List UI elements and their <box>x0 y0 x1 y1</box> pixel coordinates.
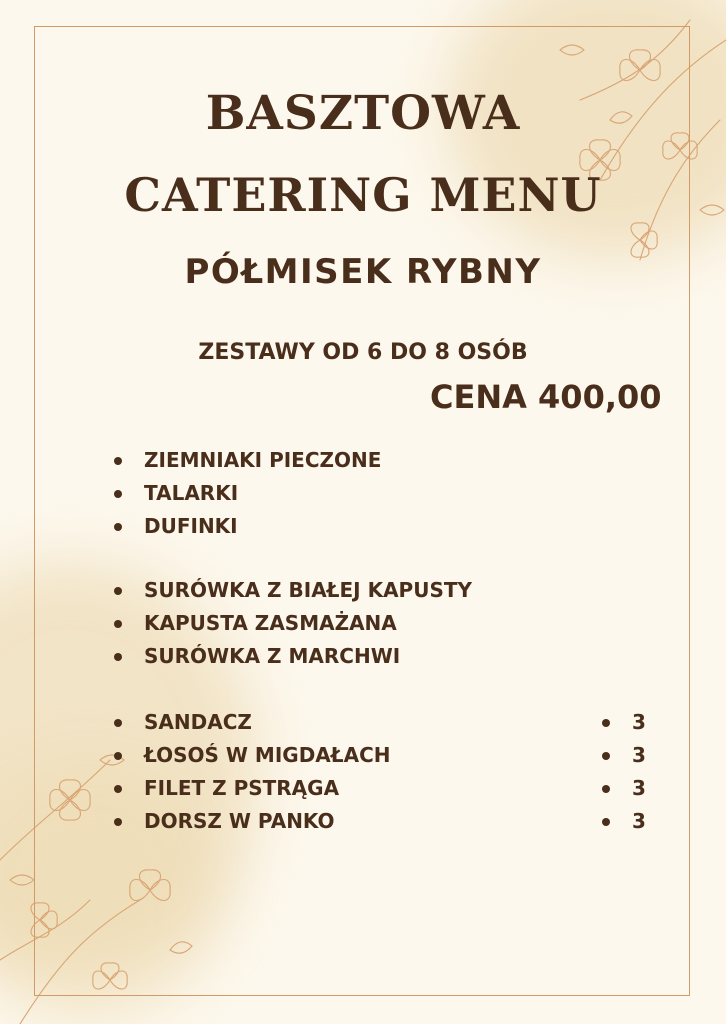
fish-item-qty: 3 <box>600 805 646 838</box>
list-item: KAPUSTA ZASMAŻANA <box>112 607 472 640</box>
set-size-note: ZESTAWY OD 6 DO 8 OSÓB <box>198 340 528 365</box>
potatoes-list <box>112 444 381 543</box>
fish-item-qty: 3 <box>600 706 646 739</box>
salads-list <box>112 574 472 673</box>
fish-item-name: SANDACZ <box>112 706 391 739</box>
brand-title: BASZTOWA <box>205 86 521 141</box>
fish-item-name: DORSZ W PANKO <box>112 805 391 838</box>
list-item: SURÓWKA Z MARCHWI <box>112 640 472 673</box>
list-item: SURÓWKA Z BIAŁEJ KAPUSTY <box>112 574 472 607</box>
fish-list <box>112 706 391 838</box>
fish-item-qty: 3 <box>600 772 646 805</box>
dish-title: PÓŁMISEK RYBNY <box>184 252 542 292</box>
fish-quantity-list <box>600 706 646 838</box>
list-item: ZIEMNIAKI PIECZONE <box>112 444 381 477</box>
fish-item-name: FILET Z PSTRĄGA <box>112 772 391 805</box>
list-item: TALARKI <box>112 477 381 510</box>
list-item: DUFINKI <box>112 510 381 543</box>
fish-item-name: ŁOSOŚ W MIGDAŁACH <box>112 739 391 772</box>
fish-item-qty: 3 <box>600 739 646 772</box>
menu-title: CATERING MENU <box>124 168 602 222</box>
price-label: CENA 400,00 <box>430 378 662 416</box>
